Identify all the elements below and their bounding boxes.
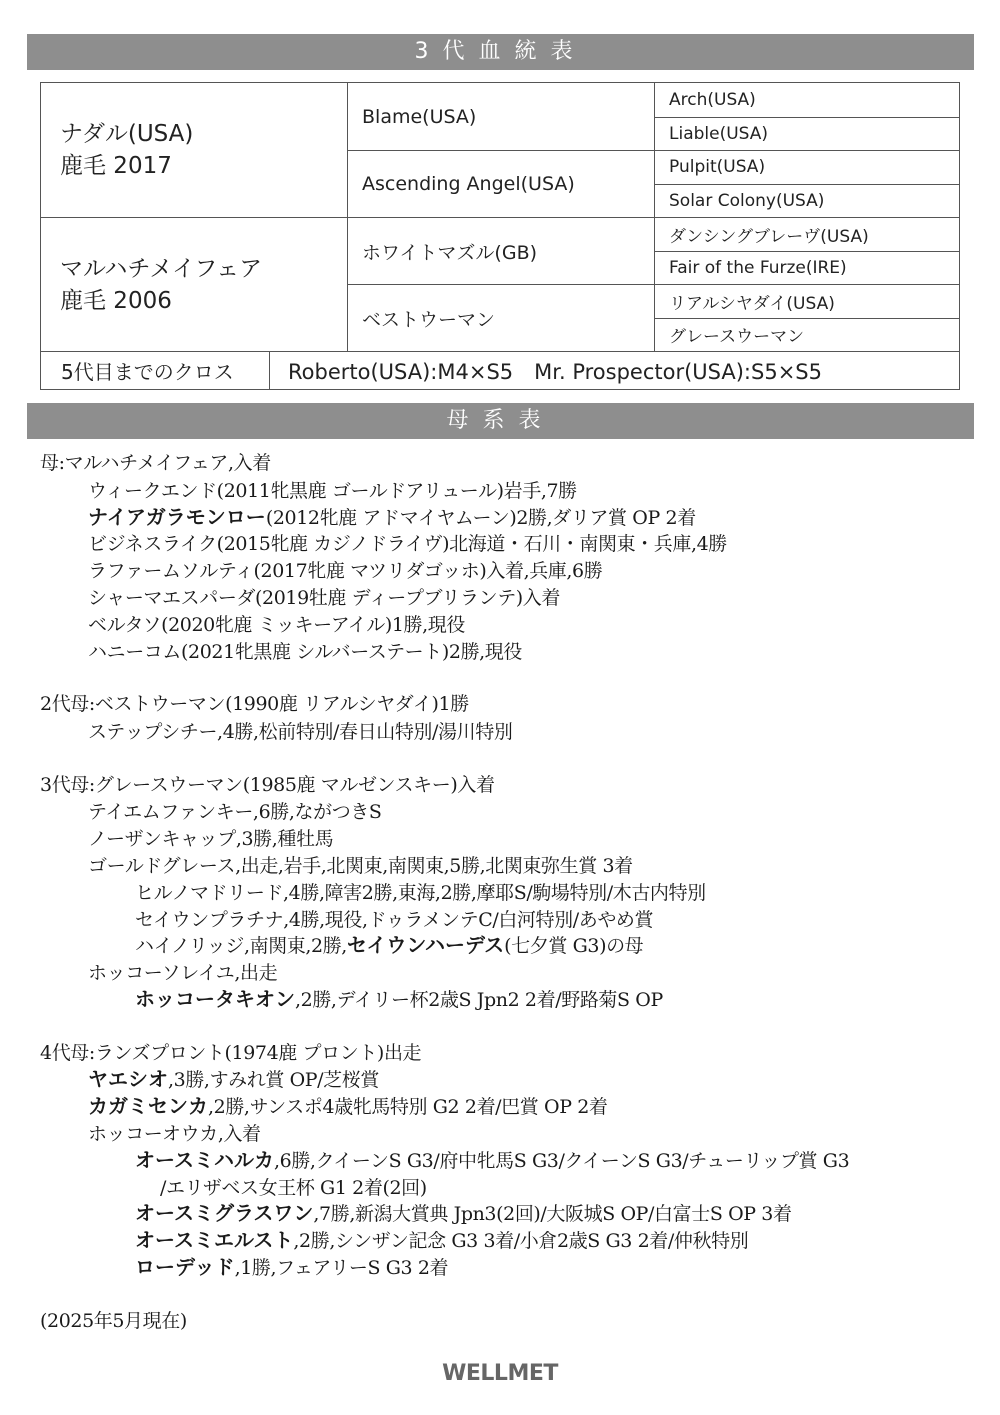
dam-info: 鹿毛 2006: [60, 287, 172, 314]
g3-cell: Fair of the Furze(IRE): [654, 251, 959, 285]
record: ホッコーオウカ,入着: [88, 1122, 261, 1145]
record: ,2勝,デイリー杯2歳S Jpn2 2着/野路菊S OP: [295, 988, 663, 1011]
family-table: [40, 450, 980, 1334]
progeny-line: [40, 638, 980, 665]
record: ,1勝,フェアリーS G3 2着: [234, 1256, 449, 1279]
progeny-line: [40, 932, 980, 959]
record: ,3勝,すみれ賞 OP/芝桜賞: [168, 1069, 379, 1092]
horse-name: ローデッド: [135, 1254, 235, 1279]
horse-name: ヤエシオ: [88, 1067, 168, 1092]
record: ,2勝,シンザン記念 G3 3着/小倉2歳S G3 2着/仲秋特別: [293, 1230, 749, 1253]
record: ホッコーソレイユ,出走: [88, 962, 278, 985]
g3-cell: Pulpit(USA): [654, 150, 959, 184]
record: ハニーコム(2021牝黒鹿 シルバーステート)2勝,現役: [88, 640, 523, 663]
progeny-line: [40, 1227, 980, 1254]
record: /エリザベス女王杯 G1 2着(2回): [160, 1176, 427, 1199]
record: ゴールドグレース,出走,岩手,北関東,南関東,5勝,北関東弥生賞 3着: [88, 854, 633, 877]
progeny-line: [40, 504, 980, 531]
g3-cell: Solar Colony(USA): [654, 184, 959, 218]
horse-name: オースミグラスワン: [135, 1201, 314, 1226]
progeny-line: [40, 1254, 980, 1281]
spacer: [40, 1013, 980, 1040]
progeny-line: [40, 1066, 980, 1093]
sire-sire-cell: Blame(USA): [347, 83, 654, 150]
wellmet-logo: WELLMET: [442, 1361, 558, 1386]
sire-info: 鹿毛 2017: [60, 153, 172, 179]
progeny-line: [40, 798, 980, 825]
progeny-line: [40, 852, 980, 879]
progeny-line: [40, 825, 980, 852]
g3-cell: リアルシヤダイ(USA): [654, 284, 959, 318]
progeny-line: [40, 1200, 980, 1227]
progeny-line: [40, 906, 980, 933]
record: テイエムファンキー,6勝,ながつきS: [88, 801, 382, 824]
record: ヒルノマドリード,4勝,障害2勝,東海,2勝,摩耶S/駒場特別/木古内特別: [135, 881, 706, 904]
progeny-line: [40, 1174, 980, 1201]
footnote: (2025年5月現在): [40, 1309, 187, 1332]
record: ウィークエンド(2011牝黒鹿 ゴールドアリュール)岩手,7勝: [88, 479, 577, 502]
progeny-line: [40, 718, 980, 745]
horse-name: ナイアガラモンロー: [88, 504, 266, 529]
g3-cell: グレースウーマン: [654, 318, 959, 352]
g3-cell: Liable(USA): [654, 117, 959, 151]
dam-dam-cell: ベストウーマン: [347, 284, 654, 351]
horse-name: カガミセンカ: [88, 1094, 208, 1119]
record: ,7勝,新潟大賞典 Jpn3(2回)/大阪城S OP/白富士S OP 3着: [313, 1203, 792, 1226]
record: ノーザンキャップ,3勝,種牡馬: [88, 828, 334, 851]
cross-value: Roberto(USA):M4×S5 Mr. Prospector(USA):S5×S5: [269, 351, 959, 389]
cross-label: 5代目までのクロス: [41, 351, 269, 389]
progeny-line: [40, 1093, 980, 1120]
horse-name: ホッコータキオン: [135, 986, 295, 1011]
record: ラファームソルティ(2017牝鹿 マツリダゴッホ)入着,兵庫,6勝: [88, 560, 603, 583]
pedigree-header: 3代血統表: [27, 34, 974, 70]
sire-cell: [41, 83, 347, 217]
g3-cell: Arch(USA): [654, 83, 959, 117]
spacer: [40, 664, 980, 691]
horse-name: セイウンハーデス: [346, 933, 505, 958]
progeny-line: [40, 959, 980, 986]
record: ビジネスライク(2015牝鹿 カジノドライヴ)北海道・石川・南関東・兵庫,4勝: [88, 533, 727, 556]
dam-line: 母:マルハチメイフェア,入着: [40, 452, 271, 474]
g3-cell: ダンシングブレーヴ(USA): [654, 217, 959, 251]
progeny-line: [40, 530, 980, 557]
horse-name: オースミエルスト: [135, 1228, 294, 1253]
record: ,6勝,クイーンS G3/府中牝馬S G3/クイーンS G3/チューリップ賞 G3: [274, 1149, 850, 1172]
record: ベルタソ(2020牝鹿 ミッキーアイル)1勝,現役: [88, 613, 465, 636]
family-header: 母系表: [27, 403, 974, 439]
progeny-line: [40, 611, 980, 638]
spacer: [40, 1281, 980, 1308]
sire-name: ナダル(USA): [60, 121, 194, 147]
horse-name: オースミハルカ: [135, 1147, 274, 1172]
second-dam-line: 2代母:ベストウーマン(1990鹿 リアルシヤダイ)1勝: [40, 693, 469, 716]
record: (七夕賞 G3)の母: [504, 935, 644, 958]
fourth-dam-line: 4代母:ランズプロント(1974鹿 プロント)出走: [40, 1041, 422, 1064]
record: シャーマエスパーダ(2019牡鹿 ディープブリランテ)入着: [88, 586, 561, 609]
dam-sire-cell: ホワイトマズル(GB): [347, 217, 654, 284]
sire-dam-cell: Ascending Angel(USA): [347, 150, 654, 217]
spacer: [40, 745, 980, 772]
progeny-line: [40, 584, 980, 611]
progeny-line: [40, 879, 980, 906]
record: ,2勝,サンスポ4歳牝馬特別 G2 2着/巴賞 OP 2着: [208, 1096, 608, 1119]
progeny-line: [40, 557, 980, 584]
dam-cell: [41, 217, 347, 351]
record: セイウンプラチナ,4勝,現役,ドゥラメンテC/白河特別/あやめ賞: [135, 908, 654, 931]
record: ステップシチー,4勝,松前特別/春日山特別/湯川特別: [88, 720, 513, 743]
record-prefix: ハイノリッジ,南関東,2勝,: [135, 935, 347, 958]
record: (2012牝鹿 アドマイヤムーン)2勝,ダリア賞 OP 2着: [265, 506, 696, 529]
pedigree-table: [40, 82, 960, 390]
progeny-line: [40, 986, 980, 1013]
progeny-line: [40, 477, 980, 504]
third-dam-line: 3代母:グレースウーマン(1985鹿 マルゼンスキー)入着: [40, 773, 495, 796]
progeny-line: [40, 1120, 980, 1147]
progeny-line: [40, 1147, 980, 1174]
dam-name: マルハチメイフェア: [60, 255, 263, 282]
